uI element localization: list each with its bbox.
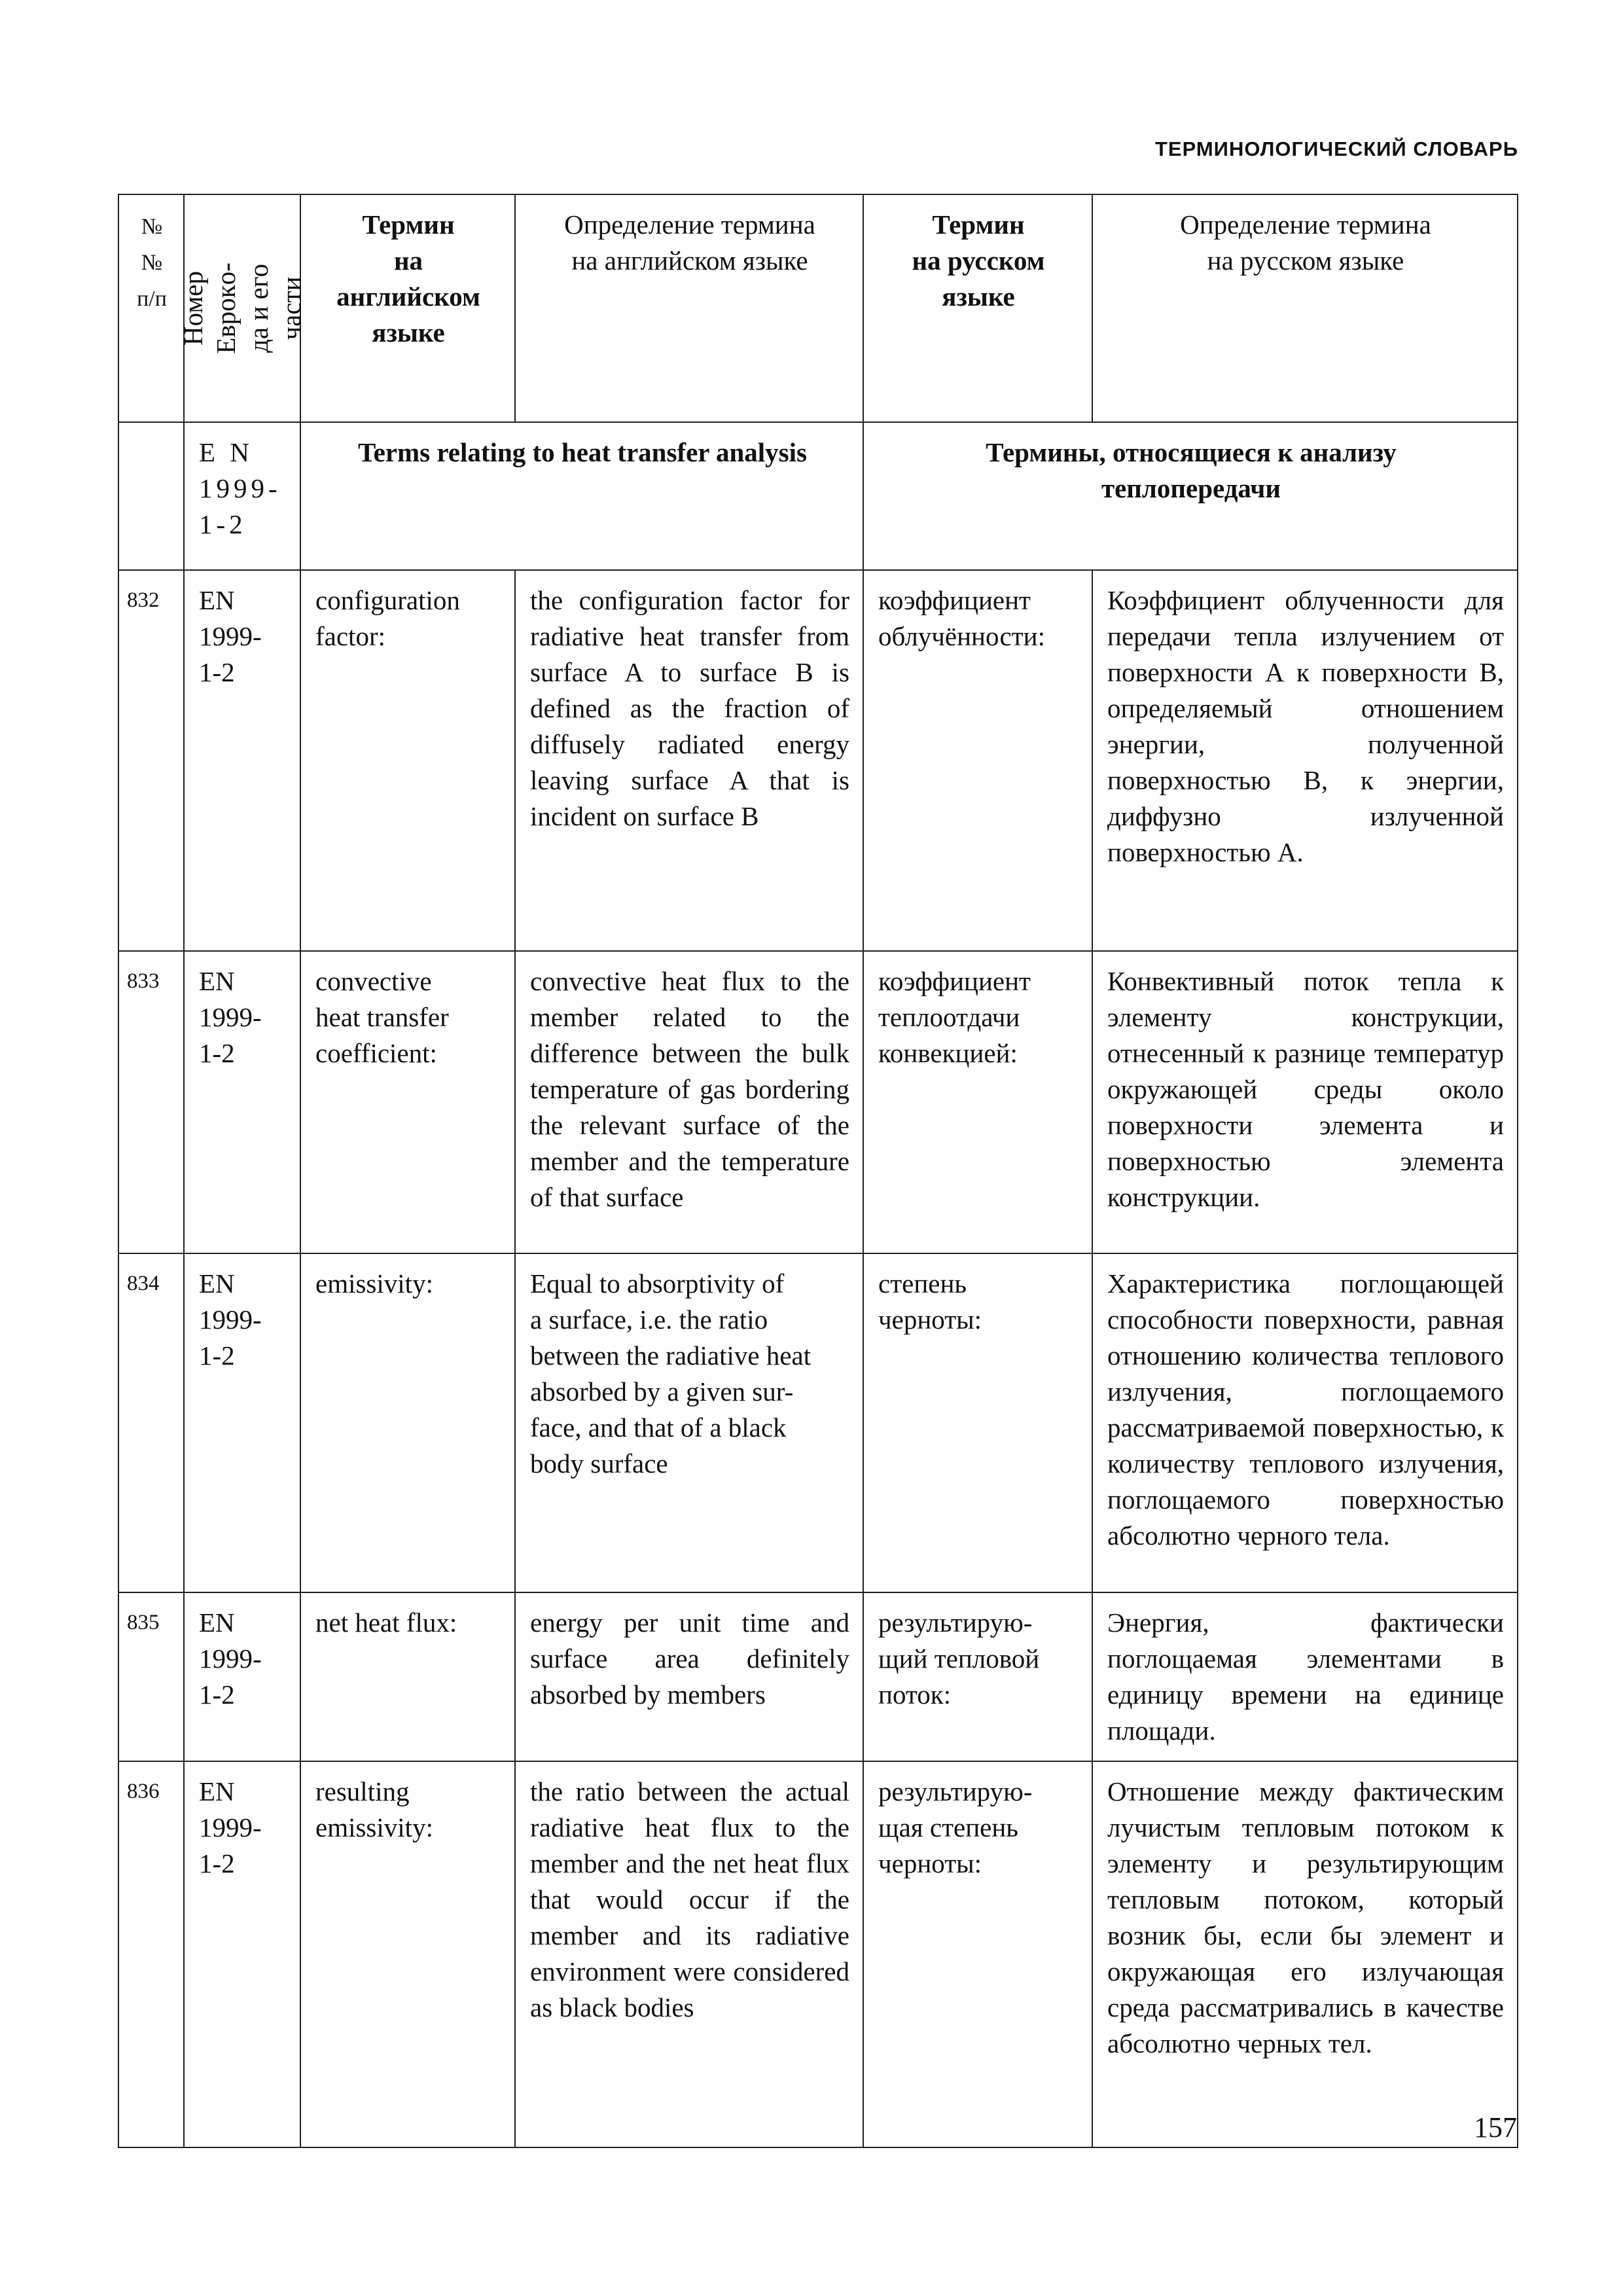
header-term-ru-cell	[863, 194, 1092, 422]
row-eurocode: EN 1999- 1-2	[184, 1761, 300, 2147]
header-term-en-label: Термин на английском языке	[336, 209, 480, 348]
header-def-en-label: Определение термина на английском языке	[564, 209, 815, 276]
row-definition-ru: Энергия, фактически поглощаемая элементами в единицу времени на единице площади.	[1092, 1592, 1518, 1761]
section-empty-cell	[118, 422, 184, 570]
row-definition-en: the ratio between the actual radiative heat flux to the member and the net heat flux that would occur if the member and its radiative environment were considered as black bodies	[515, 1761, 863, 2147]
row-definition-en: Equal to absorptivity of a surface, i.e. the ratio between the radiative heat absorbed by a given sur- face, and that of a black body surface	[515, 1253, 863, 1592]
row-term-en: resulting emissivity:	[300, 1761, 515, 2147]
row-term-en: emissivity:	[300, 1253, 515, 1592]
row-term-en: convective heat transfer coefficient:	[300, 951, 515, 1253]
table-row	[118, 1761, 1518, 2147]
table-row	[118, 951, 1518, 1253]
table-row	[118, 570, 1518, 951]
row-definition-en: convective heat flux to the member related to the difference between the bulk temperature of gas bordering the relevant surface of the member and the temperature of that surface	[515, 951, 863, 1253]
section-title-ru: Термины, относящиеся к анализу теплопередачи	[863, 422, 1518, 570]
page-number: 157	[1474, 2111, 1517, 2144]
header-def-ru-label: Определение термина на русском языке	[1180, 209, 1431, 276]
row-definition-ru: Отношение между фактическим лучистым тепловым потоком к элементу и результирующим тепловым потоком, который возник бы, если бы элемент и окружающая его излучающая среда рассматривались в качестве абсолютно черных тел.	[1092, 1761, 1518, 2147]
section-row	[118, 422, 1518, 570]
header-term-en-cell	[300, 194, 515, 422]
row-number: 834	[118, 1253, 184, 1592]
section-code: E N 1999- 1-2	[184, 422, 300, 570]
row-eurocode: EN 1999- 1-2	[184, 570, 300, 951]
row-eurocode: EN 1999- 1-2	[184, 1253, 300, 1592]
table-row	[118, 1253, 1518, 1592]
row-term-ru: коэффициент теплоотдачи конвекцией:	[863, 951, 1092, 1253]
table-row	[118, 1592, 1518, 1761]
row-definition-ru: Конвективный поток тепла к элементу конструкции, отнесенный к разнице температур окружающей среды около поверхности элемента и поверхностью элемента конструкции.	[1092, 951, 1518, 1253]
row-term-ru: результирую- щий тепловой поток:	[863, 1592, 1092, 1761]
section-title-en: Terms relating to heat transfer analysis	[300, 422, 863, 570]
row-definition-en: energy per unit time and surface area definitely absorbed by members	[515, 1592, 863, 1761]
glossary-table	[118, 194, 1518, 2148]
row-term-en: configuration factor:	[300, 570, 515, 951]
row-definition-ru: Коэффициент облученности для передачи тепла излучением от поверхности А к поверхности В, определяемый отношением энергии, полученной поверхностью В, к энергии, диффузно излученной поверхностью А.	[1092, 570, 1518, 951]
row-number: 835	[118, 1592, 184, 1761]
header-eurocode-label: Номер Еврокo- да и его части	[178, 262, 306, 354]
row-term-ru: степень черноты:	[863, 1253, 1092, 1592]
header-def-en-cell	[515, 194, 863, 422]
header-num-cell	[118, 194, 184, 422]
row-term-ru: коэффициент облучённости:	[863, 570, 1092, 951]
row-number: 833	[118, 951, 184, 1253]
header-num-label: №№ п/п	[137, 215, 167, 311]
header-def-ru-cell	[1092, 194, 1518, 422]
header-eurocode-cell	[178, 194, 306, 422]
row-term-en: net heat flux:	[300, 1592, 515, 1761]
row-eurocode: EN 1999- 1-2	[184, 951, 300, 1253]
row-number: 836	[118, 1761, 184, 2147]
header-term-ru-label: Термин на русском языке	[912, 209, 1045, 312]
running-head: ТЕРМИНОЛОГИЧЕСКИЙ СЛОВАРЬ	[1154, 137, 1518, 160]
row-eurocode: EN 1999- 1-2	[184, 1592, 300, 1761]
row-term-ru: результирую- щая степень черноты:	[863, 1761, 1092, 2147]
row-definition-ru: Характеристика поглощающей способности поверхности, равная отношению количества теплового излучения, поглощаемого рассматриваемой поверхностью, к количеству теплового излучения, поглощаемого поверхностью абсолютно черного тела.	[1092, 1253, 1518, 1592]
table-header-row	[118, 194, 1518, 422]
row-number: 832	[118, 570, 184, 951]
row-definition-en: the configuration factor for radiative heat transfer from surface A to surface B is defined as the fraction of diffusely radiated energy leaving surface A that is incident on surface B	[515, 570, 863, 951]
